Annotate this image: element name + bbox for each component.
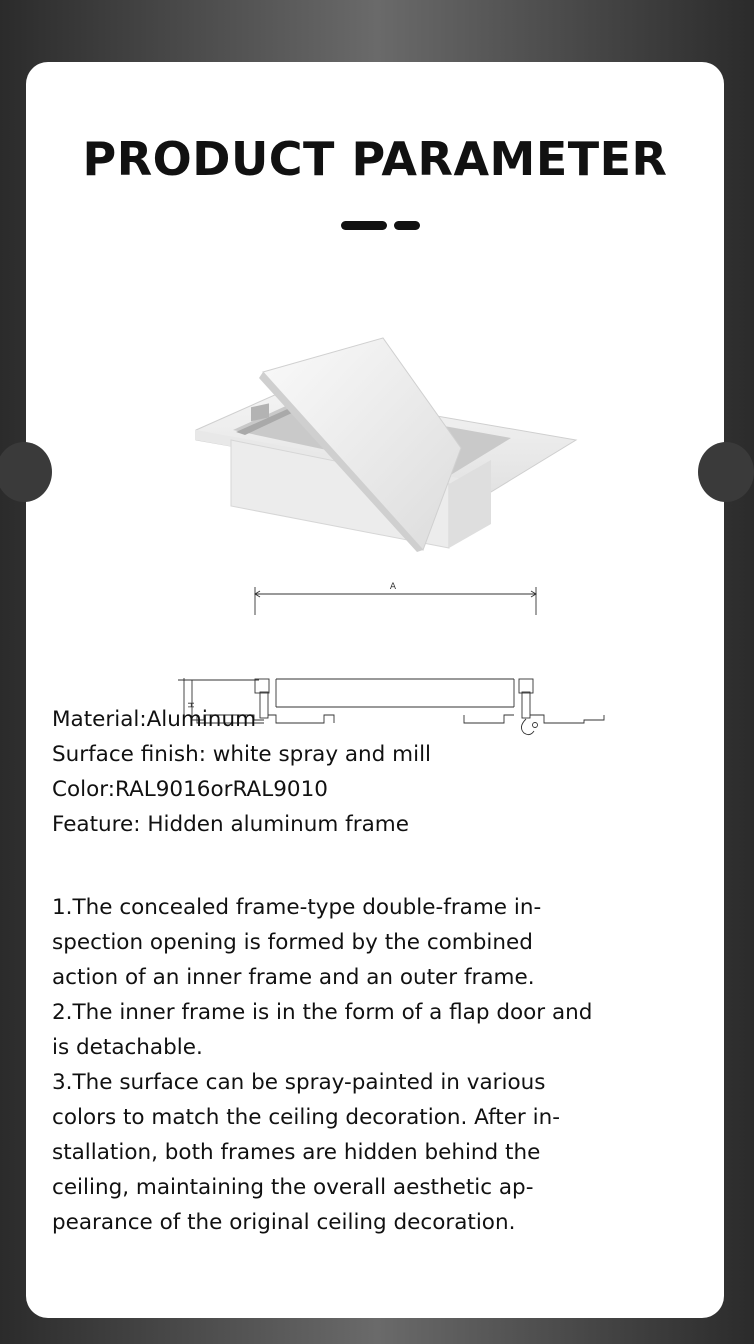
spec-surface-finish: Surface finish: white spray and mill [52,742,432,767]
spec-material: Material:Aluminum [52,707,257,732]
title-divider [26,221,724,231]
description-line: 2.The inner frame is in the form of a flap door and [52,1000,593,1025]
dimension-a-label: A [389,582,397,592]
left-notch [0,442,52,502]
right-notch [698,442,754,502]
spec-feature: Feature: Hidden aluminum frame [52,812,409,837]
spec-color: Color:RAL9016orRAL9010 [52,777,328,802]
description-line: 1.The concealed frame-type double-frame in- [52,895,542,920]
description-line: is detachable. [52,1035,203,1060]
description-line: 3.The surface can be spray-painted in various [52,1070,546,1095]
divider-dash-short [394,221,420,230]
product-card [26,62,724,1318]
description [52,890,702,1240]
page-title: PRODUCT PARAMETER [82,132,668,186]
description-line: spection opening is formed by the combined [52,930,533,955]
description-line: action of an inner frame and an outer frame. [52,965,535,990]
description-line: colors to match the ceiling decoration. After in- [52,1105,560,1130]
description-line: stallation, both frames are hidden behind the [52,1140,541,1165]
description-line: ceiling, maintaining the overall aesthetic ap- [52,1175,534,1200]
section-diagram [164,575,604,709]
divider-dash-long [341,221,387,230]
spec-list [52,702,692,842]
dimension-h-label: H [186,702,195,709]
product-image [191,280,576,555]
description-line: pearance of the original ceiling decoration. [52,1210,516,1235]
